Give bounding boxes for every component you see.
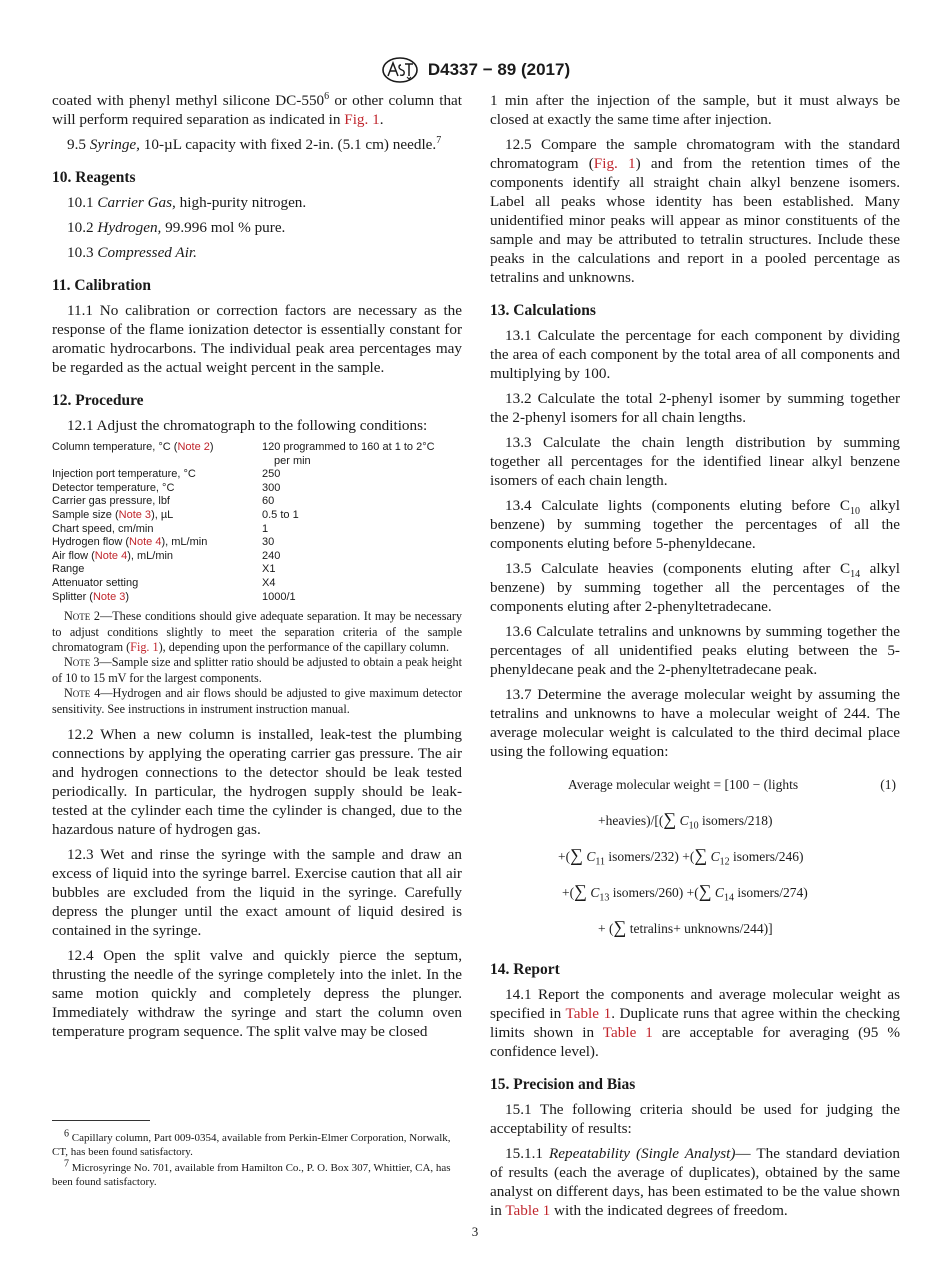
condition-value: 300 (262, 481, 281, 494)
paragraph-13-2: 13.2 Calculate the total 2-phenyl isomer by summing together the 2-phenyl isomers for all chain lengths. (490, 390, 900, 426)
note-2: Note 2—These conditions should give adequate separation. It may be necessary to adjust conditions slightly to meet the separation criteria of the sample chromatogram (Fig. 1), depending upon the performance of the capillary column. (52, 609, 463, 654)
condition-row (52, 468, 462, 482)
conditions-table (52, 441, 462, 604)
paragraph-11-1: 11.1 No calibration or correction factors are necessary as the response of the flame ionization detector is essentially constant for aromatic hydrocarbons. The individual peak area percentages may be regarded as the actual weight percent in the sample. (52, 302, 462, 376)
paragraph-13-3: 13.3 Calculate the chain length distribution by summing together all percentages for the identified linear alkyl benzene isomers of each chain length. (490, 434, 900, 489)
note-3: Note 3—Sample size and splitter ratio should be adjusted to obtain a peak height of 10 to 15 mV for the largest components. (52, 655, 463, 685)
fig1-link[interactable]: Fig. 1 (593, 155, 636, 172)
equation-1: Average molecular weight = [100 − (lights (1) +heavies)/[(∑ $C_{10}$ isomers/218) +(∑ $C_{11}$ isomers/232) +(∑ $C_{12}$ isomers/246) +(∑ $C_{13}$ isomers/260) +(∑ $C_{14}$ isomers/274) + (∑ tetralins+ unknowns/244)] (490, 767, 900, 946)
note-link[interactable]: Note 4 (129, 536, 162, 549)
condition-row (52, 482, 462, 496)
note-4: Note 4—Hydrogen and air flows should be adjusted to give maximum detector sensitivity. See instructions in instrument instruction manual. (52, 686, 463, 716)
fig1-link[interactable]: Fig. 1 (344, 111, 380, 128)
condition-label: Sample size (Note 3), µL (52, 508, 174, 521)
condition-row (52, 536, 462, 550)
condition-label: Air flow (Note 4), mL/min (52, 549, 174, 562)
footnotes (52, 1128, 462, 1191)
note-link[interactable]: Note 3 (118, 508, 152, 521)
condition-label: Injection port temperature, °C (52, 468, 196, 481)
note-link[interactable]: Note 2 (177, 441, 210, 453)
condition-label: Attenuator setting (52, 576, 139, 589)
condition-value: 30 (262, 536, 275, 549)
paragraph-13-7: 13.7 Determine the average molecular weight by assuming the tetralins and unknowns to have a molecular weight of 244. The average molecular weight is calculated to the third decimal place using the following equation: (490, 686, 900, 760)
paragraph-10-1: 10.1 Carrier Gas, high-purity nitrogen. (67, 194, 307, 211)
section-heading-procedure: 12. Procedure (52, 392, 144, 409)
note-link[interactable]: Note 4 (94, 549, 128, 562)
paragraph-14-1: 14.1 Report the components and average molecular weight as specified in Table 1. Duplicate runs that agree within the checking limits shown in Table 1 are acceptable for averaging (95 % confidence level). (490, 986, 901, 1060)
paragraph-13-6: 13.6 Calculate tetralins and unknowns by summing together the percentages of all unidentified peaks eluting between the 5-phenyldecane peak and the 2-phenyltetradecane peak. (490, 623, 900, 678)
paragraph-13-5: 13.5 Calculate heavies (components eluting after $C_{14}$ alkyl benzene) by summing together all the percentages of the components eluting after 2-phenyltetradecane. (490, 560, 901, 615)
paragraph-9-4-continuation: coated with phenyl methyl silicone $DC-550^6$ or other column that will perform required separation as indicated in Fig. 1. (52, 90, 463, 128)
equation-number: (1) (880, 777, 896, 792)
condition-value: 60 (262, 495, 275, 508)
condition-label: Splitter (Note 3) (52, 590, 130, 603)
condition-label: Range (52, 563, 85, 576)
page-number: 3 (471, 1224, 479, 1239)
table1-link[interactable]: Table 1 (602, 1024, 653, 1041)
paragraph-12-5: 12.5 Compare the sample chromatogram with the standard chromatogram (Fig. 1) and from the retention times of the components identify all straight chain alkyl benzene isomers. Label all peaks whose identity has been established. Many unidentified minor peaks will appear as minor constituents of the sample and may be attributed to tetralin structures. Include these peaks in the calculations and report in a pooled percentage as tetralins and unknowns. (490, 136, 900, 286)
condition-row (52, 591, 462, 605)
paragraph-10-2: 10.2 Hydrogen, 99.996 mol % pure. (67, 219, 286, 236)
condition-row (52, 577, 462, 591)
condition-row (52, 495, 462, 509)
section-heading-precision-bias: 15. Precision and Bias (490, 1076, 636, 1093)
paragraph-12-2: 12.2 When a new column is installed, leak-test the plumbing connections by applying the operating carrier gas pressure. The air and hydrogen connections to the detector should be leak tested periodically. In particular, the hydrogen supply should be leak-tested at the cylinder each time the cylinder is changed, due to the hazardous nature of hydrogen gas. (52, 725, 462, 838)
paragraph-12-4: 12.4 Open the split valve and quickly pierce the septum, thrusting the needle of the syringe completely into the inlet. In the same motion quickly and completely depress the plunger. Immediately withdraw the syringe and start the column oven temperature program sequence. The split valve may be closed (52, 946, 462, 1040)
condition-value: 1000/1 (262, 590, 296, 603)
paragraph-15-1-1: 15.1.1 Repeatability (Single Analyst)— The standard deviation of results (each the average of duplicates), obtained by the same analyst on different days, has been estimated to be the value shown in Table 1 with the indicated degrees of freedom. (490, 1145, 900, 1219)
condition-row (52, 509, 462, 523)
left-column (52, 91, 462, 1047)
condition-value: 250 (262, 468, 281, 481)
condition-value: 1 (262, 522, 269, 535)
paragraph-13-4: 13.4 Calculate lights (components eluting before $C_{10}$ alkyl benzene) by summing together the percentages of all the components eluting before 5-phenyldecane. (490, 497, 900, 552)
condition-row (52, 550, 462, 564)
condition-row (52, 441, 462, 468)
astm-logo (380, 56, 420, 84)
condition-row (52, 523, 462, 537)
paragraph-10-3: 10.3 Compressed Air. (67, 244, 197, 261)
paragraph-12-1: 12.1 Adjust the chromatograph to the following conditions: (67, 417, 428, 434)
footnote-7: $^7$ Microsyringe No. 701, available from Hamilton Co., P. O. Box 307, Whittier, CA, has been found satisfactory. (52, 1158, 451, 1188)
note-link[interactable]: Note 3 (92, 590, 126, 603)
condition-label: Hydrogen flow (Note 4), mL/min (52, 536, 208, 549)
section-heading-calibration: 11. Calibration (52, 277, 152, 294)
section-heading-calculations: 13. Calculations (490, 302, 596, 319)
condition-label: Detector temperature, °C (52, 481, 175, 494)
condition-value: 120 programmed to 160 at 1 to 2°C per min (262, 441, 435, 467)
condition-label: Column temperature, °C (Note 2) (52, 441, 214, 453)
section-heading-report: 14. Report (490, 961, 560, 978)
condition-label: Chart speed, cm/min (52, 522, 154, 535)
condition-value: 240 (262, 549, 281, 562)
fig1-link[interactable]: Fig. 1 (130, 639, 159, 654)
condition-value: 0.5 to 1 (262, 508, 299, 521)
paragraph-9-5: 9.5 Syringe, 10-µL capacity with fixed 2-in. (5.1 cm) needle.$^7$ (67, 134, 442, 153)
paragraph-15-1: 15.1 The following criteria should be used for judging the acceptability of results: (490, 1101, 900, 1137)
condition-row (52, 563, 462, 577)
paragraph-12-4-continuation: 1 min after the injection of the sample, but it must always be closed at exactly the same time after injection. (490, 92, 900, 128)
paragraph-12-3: 12.3 Wet and rinse the syringe with the sample and draw an excess of liquid into the syringe barrel. Exercise caution that all air bubbles are excluded from the liquid in the syringe. Carefully depress the plunger until the exact amount of liquid desired is contained in the syringe. (52, 845, 462, 939)
table1-link[interactable]: Table 1 (565, 1005, 612, 1022)
footnote-divider (52, 1120, 150, 1121)
condition-value: X4 (262, 576, 276, 589)
condition-label: Carrier gas pressure, lbf (52, 495, 170, 508)
table1-link[interactable]: Table 1 (505, 1202, 551, 1219)
footnote-6: $^6$ Capillary column, Part 009-0354, available from Perkin-Elmer Corporation, Norwalk, CT, has been found satisfactory. (52, 1128, 451, 1158)
right-column (490, 91, 900, 1226)
document-designation: D4337 − 89 (2017) (427, 60, 571, 79)
condition-value: X1 (262, 563, 276, 576)
section-heading-reagents: 10. Reagents (52, 169, 136, 186)
paragraph-13-1: 13.1 Calculate the percentage for each component by dividing the area of each component by the total area of all components and multiplying by 100. (490, 327, 900, 382)
page-header (0, 56, 950, 84)
